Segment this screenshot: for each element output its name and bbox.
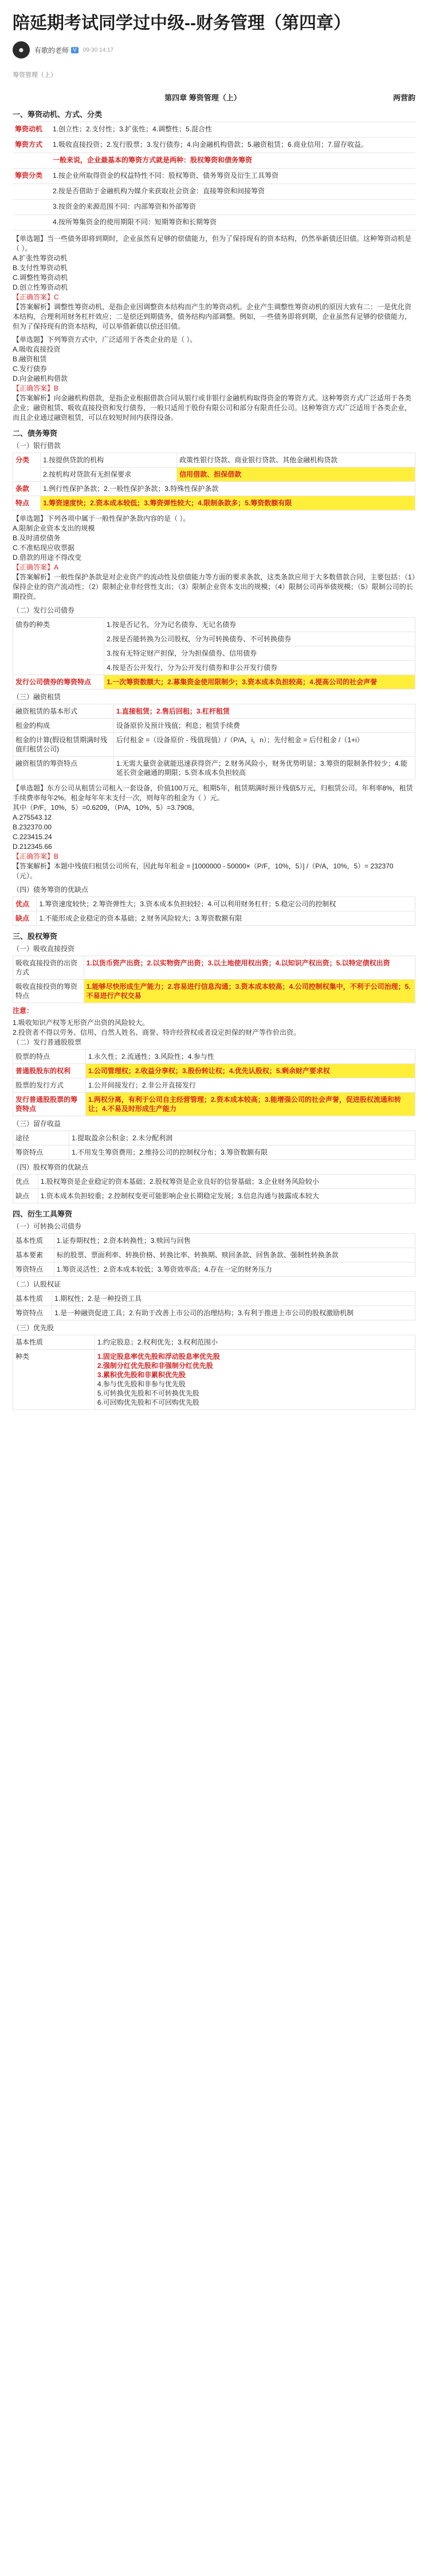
document-body: [13, 88, 415, 1410]
cell: 1.期权性；2.是一种投资工具: [52, 1292, 415, 1306]
analysis: 【答案解析】向金融机构借款，是指企业根据借款合同从银行或非银行金融机构取得资金的筹资方式。这种筹资方式广泛适用于各类企业；融资租赁、吸收直接投资和发行债券，一般只适用于股份有限公司和部分有限责任公司。这种筹资方式广泛适用于各类企业，而且企业通过融资租赁，可以在较短时间内获得设备。: [13, 394, 412, 422]
table-row: [13, 911, 415, 926]
cell: 2.按机构对贷款有无担保要求: [41, 467, 177, 482]
row-text: 1.按企业所取得资金的权益特性不同：股权筹资、债务筹资及衍生工具筹资: [53, 172, 279, 180]
bond-table: [13, 617, 415, 689]
row-label: 特点: [13, 496, 41, 510]
author-bar: [0, 39, 428, 64]
cell: 股票的发行方式: [13, 1078, 86, 1093]
cell: 1.一次筹资数额大；2.募集资金使用限制少；3.资本成本负担较高；4.提高公司的社会声誉: [104, 675, 415, 689]
table-row: [13, 1189, 415, 1203]
row-label: 债券的种类: [13, 618, 104, 675]
chapter-right: 两营韵: [392, 93, 415, 102]
option: D.向金融机构借款: [13, 375, 68, 383]
cell: 政策性银行贷款、商业银行贷款、其他金融机构贷款: [177, 453, 415, 467]
table-row: [13, 956, 415, 980]
stock-table: [13, 1049, 415, 1116]
note: 1.吸收知识产权等无形资产出资的风险较大。: [13, 1019, 150, 1027]
table-row: [13, 1093, 415, 1116]
option: A.限制企业资本支出的规模: [13, 524, 95, 532]
subsection-title: （一）可转换公司债券: [13, 1222, 82, 1230]
cell: 普通股股东的权利: [13, 1064, 86, 1078]
row-label: [13, 215, 50, 230]
row-label: 优点: [13, 1175, 38, 1189]
row-label: 缺点: [13, 1189, 38, 1203]
table-row: [13, 757, 415, 780]
author-name[interactable]: 有歌的老师: [34, 46, 69, 54]
table-row: [13, 1350, 415, 1410]
row-label: 分类: [13, 453, 41, 482]
cell: 筹资特点: [13, 1262, 54, 1277]
cell: 1.股权筹资是企业稳定的资本基础；2.股权筹资是企业良好的信誉基础；3.企业财务风险较小: [38, 1175, 415, 1189]
note: 2.投资者不得以劳务、信用、自然人姓名、商誉、特许经营权或者设定担保的财产等作价出资。: [13, 1028, 301, 1036]
cell: 1.公司管理权；2.收益分享权；3.股份转让权；4.优先认股权；5.剩余财产要求权: [85, 1064, 415, 1078]
row-label: 筹资动机: [15, 125, 43, 133]
option: B.232370.00: [13, 823, 52, 831]
cell: 1.以货币资产出资；2.以实物资产出资；3.以土地使用权出资；4.以知识产权出资；5.以特定债权出资: [84, 956, 415, 980]
cell: 3.按有无特定财产担保，分为担保债券、信用债券: [104, 646, 415, 661]
question-stem: 【单选题】东方公司从租赁公司租入一套设备，价值100万元，租期5年，租赁期满时预计残值5万元，归租赁公司。年利率8%，租赁手续费率每年2%。租金每年年末支付一次，则每年的租金为（ ）元。: [13, 784, 413, 802]
option: D.创立性筹资动机: [13, 283, 68, 291]
table-row: [13, 467, 415, 482]
option: B.融资租赁: [13, 355, 47, 363]
subsection-title: （三）优先股: [13, 1324, 54, 1332]
cell: 1.筹资速度较快；2.筹资弹性大；3.资本成本负担较轻；4.可以利用财务杠杆；5.稳定公司的控制权: [37, 897, 415, 911]
list-item: 1.固定股息率优先股和浮动股息率优先股: [97, 1353, 220, 1361]
table-row: [13, 215, 415, 231]
table-row: [13, 1175, 415, 1189]
cell: 1.不能形成企业稳定的资本基础；2.财务风险较大；3.筹资数额有限: [37, 911, 415, 926]
section-title: 二、债务筹资: [13, 429, 58, 438]
table-row: [13, 1078, 415, 1093]
answer: 【正确答案】C: [13, 293, 59, 301]
cell: 4.按是否公开发行，分为公开发行债券和非公开发行债券: [104, 661, 415, 675]
chapter-heading: [13, 88, 415, 104]
subsection-title: （四）股权筹资的优缺点: [13, 1163, 89, 1171]
option: A.275543.12: [13, 813, 52, 821]
row-text: 2.按是否借助于金融机构为媒介来获取社会资金：直接筹资和间接筹资: [53, 187, 265, 195]
row-label: 筹资方式: [15, 141, 43, 149]
user-icon: ☻: [17, 46, 25, 54]
option: C.发行债券: [13, 365, 48, 373]
cell: 吸收直接投资的出资方式: [13, 956, 84, 980]
question-block: [13, 784, 415, 881]
question-stem: 【单选题】下列筹资方式中，广泛适用于各类企业的是（ ）。: [13, 336, 197, 344]
list-item: 2.强制分红优先股和非强制分红优先股: [97, 1362, 213, 1370]
option: D.212345.66: [13, 843, 52, 851]
cell: 1.两权分离，有利于公司自主经营管理；2.资本成本较高；3.能增强公司的社会声誉，促进股权流通和转让；4.不易及时形成生产能力: [85, 1093, 415, 1116]
loan-table: [13, 453, 415, 510]
option: C.调整性筹资动机: [13, 274, 68, 282]
cell: 基本性质: [13, 1335, 95, 1350]
cell: 1.直接租赁；2.售后回租；3.杠杆租赁: [113, 704, 415, 719]
table-row: [13, 980, 415, 1003]
cell: 1.是一种融资促进工具；2.有助于改善上市公司的治理结构；3.有利于推进上市公司的股权激励机制: [52, 1306, 415, 1320]
question-stem: 【单选题】当一些债务即将到期时，企业虽然有足够的偿债能力，但为了保持现有的资本结构，仍然举新债还旧债。这种筹资动机是（ ）。: [13, 235, 412, 252]
avatar[interactable]: [13, 41, 30, 59]
option: B.支付性筹资动机: [13, 264, 68, 272]
row-text: 一般来说，企业最基本的筹资方式就是两种：股权筹资和债务筹资: [53, 156, 253, 164]
table-row: [13, 1145, 415, 1160]
cell: 1.约定股息；2.权利优先；3.权利范围小: [95, 1335, 415, 1350]
table-row: [13, 1335, 415, 1350]
answer: 【正确答案】B: [13, 852, 59, 860]
cell: 租金的计算(假设租赁期满时残值归租赁公司): [13, 733, 114, 757]
subsection-title: （四）债务筹资的优缺点: [13, 886, 89, 894]
cell: 吸收直接投资的筹资特点: [13, 980, 84, 1003]
cell: 筹资特点: [13, 1306, 52, 1320]
cell: 1.永久性；2.流通性；3.风险性；4.参与性: [85, 1050, 415, 1064]
list-item: 6.可回购优先股和不可回购优先股: [97, 1398, 199, 1406]
subsection-title: （二）发行公司债券: [13, 606, 75, 614]
cell: 途径: [13, 1131, 69, 1145]
section-title: 四、衍生工具筹资: [13, 1210, 73, 1218]
question-block: [13, 234, 415, 332]
note-title: 注意：: [13, 1007, 34, 1015]
cell: 基本性质: [13, 1234, 54, 1248]
table-row: [13, 1234, 415, 1248]
cell: 1.无需大量资金就能迅速获得资产；2.财务风险小，财务优势明显；3.筹资的限制条件较少；4.能延长资金融通的期限；5.资本成本负担较高: [113, 757, 415, 780]
subsection-title: （二）认股权证: [13, 1280, 61, 1288]
subsection-title: （三）融资租赁: [13, 693, 61, 701]
cell: 设备原价及预计残值；利息；租赁手续费: [113, 719, 415, 733]
chapter-title: 第四章 筹资管理（上）: [164, 93, 241, 102]
row-label: 优点: [13, 897, 37, 911]
cell: 1.证券期权性；2.资本转换性；3.赎回与回售: [54, 1234, 415, 1248]
row-label: 缺点: [13, 911, 37, 926]
cell: 基本要素: [13, 1248, 54, 1262]
table-row: [13, 482, 415, 496]
preferred-table: [13, 1335, 415, 1410]
option: C.223415.24: [13, 833, 52, 841]
table-row: [13, 453, 415, 467]
list-item: 5.可转换优先股和不可转换优先股: [97, 1389, 199, 1397]
cell: 融资租赁的筹资特点: [13, 757, 114, 780]
question-block: [13, 335, 415, 423]
table-row: [13, 496, 415, 510]
cell: 2.按是否能转换为公司股权，分为可转换债券、不可转换债券: [104, 632, 415, 646]
cell: 后付租金 =（设备原价 - 残值现值）/（P/A，i，n）；先付租金 = 后付租金 /（1+i）: [113, 733, 415, 757]
equity-pros-cons: [13, 1174, 415, 1203]
row-text: 1.吸收直接投资；2.发行股票；3.发行债券；4.向金融机构借款；5.融资租赁；6.商业信用；7.留存收益。: [53, 141, 368, 149]
table-row: [13, 733, 415, 757]
table-row: [13, 168, 415, 184]
publish-date: 09-30 14:17: [83, 46, 114, 53]
table-row: [13, 719, 415, 733]
answer: 【正确答案】A: [13, 563, 59, 571]
cell: 1.例行性保护条款；2.一般性保护条款；3.特殊性保护条款: [41, 482, 415, 496]
section-title: 三、股权筹资: [13, 932, 58, 941]
direct-invest-table: [13, 956, 415, 1003]
cell: 1.按是否记名，分为记名债券、无记名债券: [104, 618, 415, 632]
table-row: [13, 184, 415, 199]
option: A.扩张性筹资动机: [13, 254, 68, 262]
analysis: 【答案解析】本题中残值归租赁公司所有，因此每年租金 = [1000000 - 50000×（P/F，10%，5）] /（P/A，10%，5）= 232370（元）。: [13, 862, 394, 880]
cell: 1.筹资速度快；2.资本成本较低；3.筹资弹性较大；4.限制条款多；5.筹资数额有限: [41, 496, 415, 510]
cell: 1.公开间接发行；2.非公开直接发行: [85, 1078, 415, 1093]
cell: 1.资本成本负担较重；2.控制权变更可能影响企业长期稳定发展；3.信息沟通与披露成本较大: [38, 1189, 415, 1203]
option: A.吸收直接投资: [13, 345, 61, 353]
list-item: 3.累积优先股和非累积优先股: [97, 1371, 186, 1379]
table-row: [13, 618, 415, 632]
cell: 基本性质: [13, 1292, 52, 1306]
convertible-table: [13, 1233, 415, 1277]
row-label: [13, 153, 50, 168]
option: C.不准贴现应收票据: [13, 544, 75, 552]
subsection-title: （一）吸收直接投资: [13, 945, 75, 953]
lease-table: [13, 704, 415, 780]
debt-pros-cons: [13, 897, 415, 926]
option: D.借款的用途不得改变: [13, 554, 82, 562]
table-row: [13, 137, 415, 153]
subsection-title: （一）银行借款: [13, 442, 61, 450]
analysis: 【答案解析】一般性保护条款是对企业资产的流动性及偿债能力等方面的要求条款，这类条款应用于大多数借款合同，主要包括：（1）保持企业的资产流动性；（2）限制企业非经营性支出；（3）限制企业资本支出的规模；（4）限制公司再举债规模；（5）限制公司的长期投资。: [13, 573, 415, 601]
question-stem: 【单选题】下列各项中属于一般性保护条款内容的是（ ）。: [13, 515, 190, 523]
table-row: [13, 897, 415, 911]
cell: 融资租赁的基本形式: [13, 704, 114, 719]
cell: 标的股票、票面利率、转换价格、转换比率、转换期、赎回条款、回售条款、强制性转换条款: [54, 1248, 415, 1262]
verified-badge: V: [71, 47, 78, 53]
subsection-title: （三）留存收益: [13, 1120, 61, 1128]
table-row: [13, 675, 415, 689]
analysis: 【答案解析】调整性筹资动机，是指企业因调整资本结构而产生的筹资动机。企业产生调整性筹资动机的原因大致有二：一是优化资本结构，合理利用财务杠杆效应；二是偿还到期债务，债务结构内部调整。例如，一些债务即将到期，企业虽然有足够的偿债能力，但为了保持现有的资本结构，可以举借新债以偿还旧债。: [13, 303, 412, 330]
breadcrumb[interactable]: 筹资管理（上）: [13, 72, 57, 79]
answer: 【正确答案】B: [13, 384, 59, 392]
formula: 其中（P/F，10%，5）=0.6209，（P/A，10%，5）=3.7908。: [13, 804, 199, 812]
retained-table: [13, 1131, 415, 1160]
subsection-title: （二）发行普通股股票: [13, 1038, 82, 1046]
warrant-table: [13, 1291, 415, 1320]
cell: 筹资特点: [13, 1145, 69, 1160]
cell: 股票的特点: [13, 1050, 86, 1064]
row-label: 发行公司债券的筹资特点: [13, 675, 104, 689]
row-label: 条款: [13, 482, 41, 496]
cell: 发行普通股股票的筹资特点: [13, 1093, 86, 1116]
cell: 1.筹资灵活性；2.资本成本较低；3.筹资效率高；4.存在一定的财务压力: [54, 1262, 415, 1277]
cell: [95, 1350, 415, 1410]
table-row: [13, 199, 415, 215]
table-row: [13, 1050, 415, 1064]
cell: 1.能够尽快形成生产能力；2.容易进行信息沟通；3.资本成本较高；4.公司控制权集中，不利于公司治理；5.不易进行产权交易: [84, 980, 415, 1003]
row-label: [13, 200, 50, 215]
list-item: 4.参与优先股和非参与优先股: [97, 1380, 186, 1388]
table-row: [13, 1306, 415, 1320]
cell: 1.按提供贷款的机构: [41, 453, 177, 467]
row-text: 4.按所筹集资金的使用期限不同：短期筹资和长期筹资: [53, 218, 217, 226]
table-row: [13, 153, 415, 168]
row-label: 筹资分类: [15, 172, 43, 180]
row-text: 1.创立性；2.支付性；3.扩张性；4.调整性；5.混合性: [53, 125, 213, 133]
option: B.及时清偿债务: [13, 534, 61, 542]
section-title: 一、筹资动机、方式、分类: [13, 110, 103, 119]
cell: 信用借款、担保借款: [177, 467, 415, 482]
article-title: 陪延期考试同学过中级--财务管理（第四章）: [13, 14, 351, 33]
question-block: [13, 514, 415, 602]
cell: 租金的构成: [13, 719, 114, 733]
row-label: [13, 184, 50, 199]
table-row: [13, 1292, 415, 1306]
table-row: [13, 1262, 415, 1277]
table-row: [13, 1248, 415, 1262]
cell: 种类: [13, 1350, 95, 1410]
cell: 1.不用发生筹资费用；2.维持公司的控制权分布；3.筹资数额有限: [69, 1145, 415, 1160]
table-row: [13, 1131, 415, 1145]
table-row: [13, 704, 415, 719]
row-text: 3.按资金的来源范围不同：内部筹资和外部筹资: [53, 202, 197, 211]
table-row: [13, 122, 415, 137]
s1-table: [13, 122, 415, 231]
table-row: [13, 1064, 415, 1078]
cell: 1.提取盈余公积金；2.未分配利润: [69, 1131, 415, 1145]
